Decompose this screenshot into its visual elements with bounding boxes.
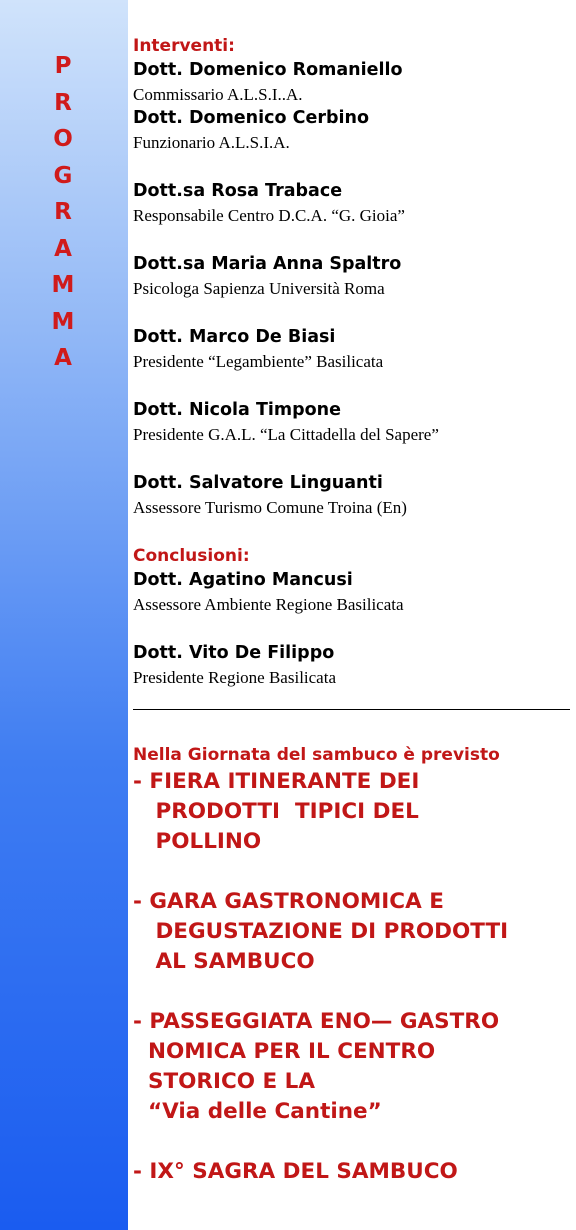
title-letter: P <box>54 53 72 79</box>
event-line: STORICO E LA <box>133 1069 316 1094</box>
speaker-role: Commissario A.L.S.I..A. <box>133 85 303 104</box>
title-letter: O <box>53 126 73 152</box>
speaker-entry <box>133 58 573 106</box>
title-letter: A <box>54 345 72 371</box>
speaker-entry <box>133 568 573 616</box>
speaker-name: Dott. Nicola Timpone <box>133 400 342 420</box>
event-line: - FIERA ITINERANTE DEI <box>133 769 420 794</box>
event-line: “Via delle Cantine” <box>133 1099 382 1124</box>
interventi-heading: Interventi: <box>133 36 235 56</box>
event-line: - IX° SAGRA DEL SAMBUCO <box>133 1159 458 1184</box>
speaker-entry <box>133 252 573 300</box>
speaker-entry <box>133 641 573 689</box>
event-item <box>133 887 573 977</box>
event-line: DEGUSTAZIONE DI PRODOTTI <box>133 919 509 944</box>
speaker-entry <box>133 398 573 446</box>
event-item <box>133 1157 573 1187</box>
title-letter: A <box>54 235 72 262</box>
speaker-role: Funzionario A.L.S.I.A. <box>133 133 290 152</box>
speaker-role: Assessore Turismo Comune Troina (En) <box>133 498 407 517</box>
speaker-entry <box>133 179 573 227</box>
speaker-name: Dott. Vito De Filippo <box>133 643 335 663</box>
speaker-role: Psicologa Sapienza Università Roma <box>133 279 385 298</box>
event-line: POLLINO <box>133 829 262 854</box>
sidebar-gradient-band <box>0 0 128 1230</box>
speaker-role: Presidente “Legambiente” Basilicata <box>133 352 384 371</box>
event-line: - GARA GASTRONOMICA E <box>133 889 444 914</box>
event-item <box>133 1007 573 1127</box>
speaker-role: Presidente G.A.L. “La Cittadella del Sapere” <box>133 425 439 444</box>
speaker-name: Dott. Domenico Cerbino <box>133 108 369 128</box>
speaker-name: Dott.sa Maria Anna Spaltro <box>133 254 402 274</box>
speaker-name: Dott.sa Rosa Trabace <box>133 181 343 201</box>
speaker-name: Dott. Marco De Biasi <box>133 327 336 347</box>
speaker-role: Responsabile Centro D.C.A. “G. Gioia” <box>133 206 405 225</box>
conclusioni-heading: Conclusioni: <box>133 546 250 566</box>
event-line: - PASSEGGIATA ENO— GASTRO <box>133 1009 500 1034</box>
programma-vertical-title <box>0 48 126 377</box>
speakers-section <box>133 34 573 689</box>
speaker-name: Dott. Domenico Romaniello <box>133 60 403 80</box>
giornata-intro: Nella Giornata del sambuco è previsto <box>133 745 500 765</box>
speaker-entry <box>133 106 573 154</box>
speaker-role: Assessore Ambiente Regione Basilicata <box>133 595 404 614</box>
divider-line <box>133 709 570 710</box>
event-item <box>133 767 573 857</box>
speaker-entry <box>133 471 573 519</box>
title-letter: G <box>53 162 73 189</box>
speaker-entry <box>133 325 573 373</box>
speaker-role: Presidente Regione Basilicata <box>133 668 336 687</box>
giornata-section <box>133 743 573 1187</box>
speaker-name: Dott. Agatino Mancusi <box>133 570 353 590</box>
title-letter: M <box>51 272 75 298</box>
event-line: AL SAMBUCO <box>133 949 315 974</box>
speaker-name: Dott. Salvatore Linguanti <box>133 473 383 493</box>
title-letter: R <box>54 89 72 116</box>
title-letter: M <box>51 308 75 335</box>
title-letter: R <box>54 199 72 225</box>
event-line: PRODOTTI TIPICI DEL <box>133 799 419 824</box>
event-line: NOMICA PER IL CENTRO <box>133 1039 436 1064</box>
